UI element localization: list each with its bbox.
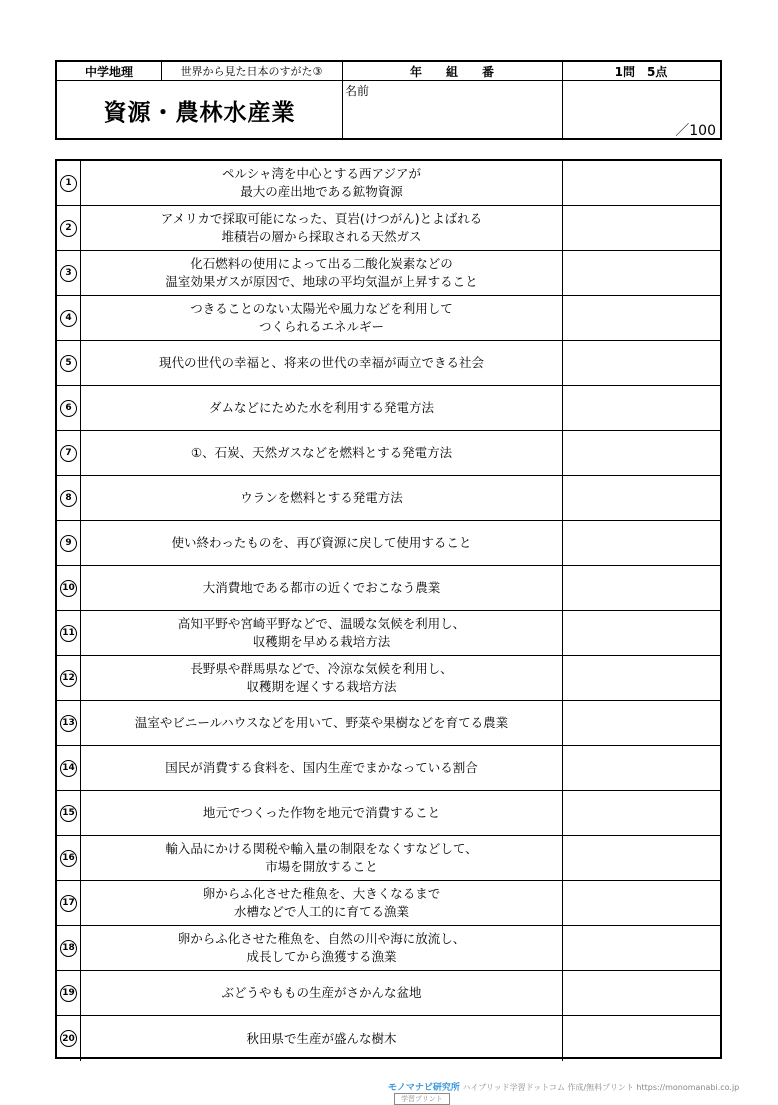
question-text: ぶどうやももの生産がさかんな盆地	[81, 971, 563, 1015]
question-number: 5	[57, 341, 81, 385]
question-text: ダムなどにためた水を利用する発電方法	[81, 386, 563, 430]
question-row	[57, 521, 720, 566]
page-title: 資源・農林水産業	[103, 99, 296, 126]
question-row	[57, 386, 720, 431]
answer-field[interactable]	[563, 926, 720, 970]
footer-note: ハイブリッド学習ドットコム 作成/無料プリント https://monomanabi.co.jp	[462, 1083, 740, 1092]
question-text: ①、石炭、天然ガスなどを燃料とする発電方法	[81, 431, 563, 475]
footer-badge: 学習プリント	[394, 1093, 450, 1105]
answer-field[interactable]	[563, 296, 720, 340]
question-number: 9	[57, 521, 81, 565]
answer-field[interactable]	[563, 701, 720, 745]
question-row	[57, 701, 720, 746]
question-text: つきることのない太陽光や風力などを利用して つくられるエネルギー	[81, 296, 563, 340]
answer-field[interactable]	[563, 521, 720, 565]
question-text: ウランを燃料とする発電方法	[81, 476, 563, 520]
answer-field[interactable]	[563, 881, 720, 925]
question-row	[57, 431, 720, 476]
question-row	[57, 566, 720, 611]
question-text: ペルシャ湾を中心とする西アジアが 最大の産出地である鉱物資源	[81, 161, 563, 205]
answer-field[interactable]	[563, 161, 720, 205]
question-number: 17	[57, 881, 81, 925]
answer-field[interactable]	[563, 206, 720, 250]
question-table	[55, 159, 722, 1059]
answer-field[interactable]	[563, 836, 720, 880]
question-row	[57, 1016, 720, 1061]
scoring-label: 1問 5点	[614, 64, 668, 79]
answer-field[interactable]	[563, 566, 720, 610]
question-row	[57, 611, 720, 656]
question-row	[57, 341, 720, 386]
question-row	[57, 656, 720, 701]
question-text: アメリカで採取可能になった、頁岩(けつがん)とよばれる 堆積岩の層から採取される天然ガス	[81, 206, 563, 250]
question-row	[57, 881, 720, 926]
question-number: 10	[57, 566, 81, 610]
question-text: 高知平野や宮崎平野などで、温暖な気候を利用し、 収穫期を早める栽培方法	[81, 611, 563, 655]
question-number: 2	[57, 206, 81, 250]
question-number: 8	[57, 476, 81, 520]
question-number: 14	[57, 746, 81, 790]
question-number: 16	[57, 836, 81, 880]
question-row	[57, 836, 720, 881]
question-text: 国民が消費する食料を、国内生産でまかなっている割合	[81, 746, 563, 790]
answer-field[interactable]	[563, 341, 720, 385]
footer-logo: モノマナビ研究所	[388, 1083, 460, 1093]
answer-field[interactable]	[563, 386, 720, 430]
question-row	[57, 791, 720, 836]
question-row	[57, 971, 720, 1016]
answer-field[interactable]	[563, 251, 720, 295]
answer-field[interactable]	[563, 791, 720, 835]
question-row	[57, 926, 720, 971]
question-number: 11	[57, 611, 81, 655]
question-number: 7	[57, 431, 81, 475]
question-text: 秋田県で生産が盛んな樹木	[81, 1016, 563, 1061]
answer-field[interactable]	[563, 656, 720, 700]
unit-label: 世界から見た日本のすがた③	[180, 65, 323, 78]
score-field[interactable]	[565, 82, 720, 118]
class-number-label: 年 組 番	[409, 64, 494, 79]
question-text: 温室やビニールハウスなどを用いて、野菜や果樹などを育てる農業	[81, 701, 563, 745]
question-number: 3	[57, 251, 81, 295]
question-text: 卵からふ化させた稚魚を、大きくなるまで 水槽などで人工的に育てる漁業	[81, 881, 563, 925]
answer-field[interactable]	[563, 971, 720, 1015]
name-label: 名前	[345, 84, 370, 98]
question-number: 18	[57, 926, 81, 970]
question-number: 19	[57, 971, 81, 1015]
question-number: 20	[57, 1016, 81, 1061]
answer-field[interactable]	[563, 611, 720, 655]
question-text: 化石燃料の使用によって出る二酸化炭素などの 温室効果ガスが原因で、地球の平均気温が上昇すること	[81, 251, 563, 295]
question-row	[57, 161, 720, 206]
question-text: 地元でつくった作物を地元で消費すること	[81, 791, 563, 835]
subject-label: 中学地理	[84, 64, 133, 79]
total-score: ／100	[675, 123, 716, 139]
name-field[interactable]	[345, 96, 559, 138]
answer-field[interactable]	[563, 476, 720, 520]
question-row	[57, 296, 720, 341]
question-row	[57, 251, 720, 296]
question-number: 4	[57, 296, 81, 340]
question-row	[57, 476, 720, 521]
question-number: 6	[57, 386, 81, 430]
question-text: 卵からふ化させた稚魚を、自然の川や海に放流し、 成長してから漁獲する漁業	[81, 926, 563, 970]
footer	[388, 1080, 778, 1105]
question-number: 13	[57, 701, 81, 745]
question-number: 1	[57, 161, 81, 205]
question-number: 15	[57, 791, 81, 835]
question-number: 12	[57, 656, 81, 700]
question-text: 長野県や群馬県などで、冷涼な気候を利用し、 収穫期を遅くする栽培方法	[81, 656, 563, 700]
question-text: 現代の世代の幸福と、将来の世代の幸福が両立できる社会	[81, 341, 563, 385]
answer-field[interactable]	[563, 1016, 720, 1061]
answer-field[interactable]	[563, 746, 720, 790]
question-text: 大消費地である都市の近くでおこなう農業	[81, 566, 563, 610]
question-row	[57, 206, 720, 251]
question-row	[57, 746, 720, 791]
question-text: 輸入品にかける関税や輸入量の制限をなくすなどして、 市場を開放すること	[81, 836, 563, 880]
question-text: 使い終わったものを、再び資源に戻して使用すること	[81, 521, 563, 565]
answer-field[interactable]	[563, 431, 720, 475]
worksheet-header	[55, 60, 722, 140]
